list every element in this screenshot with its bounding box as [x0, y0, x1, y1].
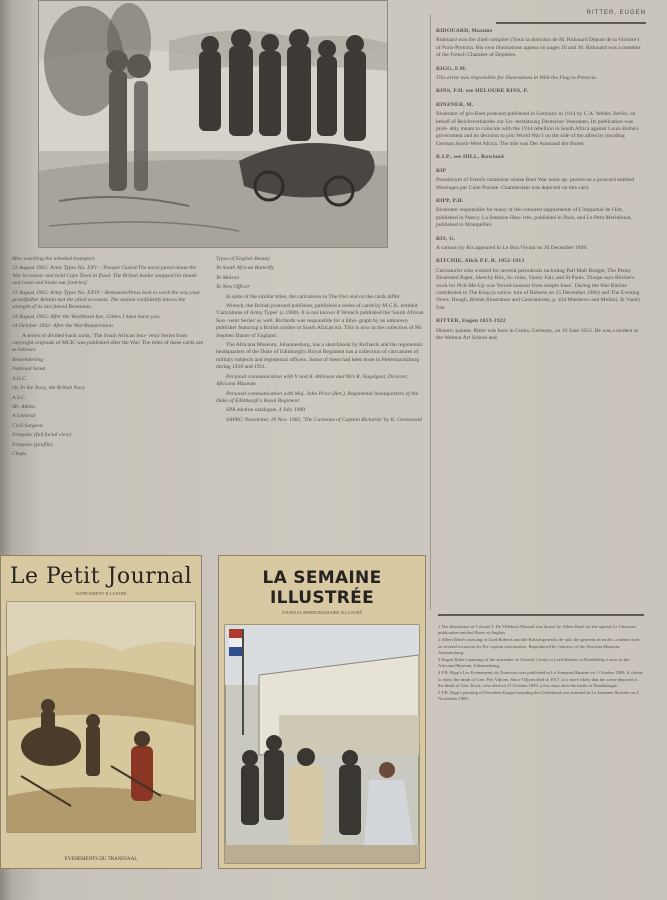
reference: Personal communication with Maj. John Price (Ret.), Regimental headquarters of the Duke of Edinburgh's Royal Regiment: [216, 390, 419, 404]
left-para: 21 August 1902: Army Types No. XXV – Trooper Guard/The morn pared about the War in cosmic and hold Cape Town in flood. The British leader snapped his thumb and came and broke out [entries]: [12, 265, 197, 287]
entry-body: Illustrator responsible for many of the coloured supplements of L'Impartial de l'Est, published in Nancy. La Semaine Illus- trée, published in Paris, and Le Petit Meridional, published in Montpellier.: [436, 207, 632, 229]
card-title: Irregular (full facial view): [12, 432, 71, 439]
entry-heading: RINS, P.H. see HELOURE RINS, P.: [436, 88, 529, 95]
footnote: 1 The illustration of Colonel J. De Villebois-Mareuil was drawn by Albert René for the special Le Charivari publication entitled Boers et Anglais.: [438, 624, 637, 636]
middle-text-column: [216, 256, 424, 426]
card-title: Ye New Officer: [216, 284, 250, 291]
left-text-column: [12, 256, 204, 460]
middle-para: In spite of the similar titles, the caricatures in The Owl and on the cards differ.: [226, 293, 401, 300]
footnotes: [438, 614, 644, 703]
card-title: Civil Surgeon: [12, 422, 43, 429]
entry-body: Ridouard was the chief compiler ('Sous la direction de M. Ridouard Dépost de la Victoire') of Paris-Pretoria. His own illustrations appear on pages 20 and 36. Ridouard was a member of the French Chamber of Deputies.: [436, 37, 641, 59]
entry-heading: RIP: [436, 167, 447, 174]
cover-subtitle: SUPPLEMENT ILLUSTRÉ: [75, 591, 127, 596]
reference: Personal communication with V and A. Atkinson and Mrs R. Nagelgast, Director, Africana Museum: [216, 373, 408, 388]
entry-heading: RIGG, F.M.: [436, 65, 467, 72]
entry-heading: RIDOUARD, Maxime: [436, 28, 493, 34]
reference: SAPRG Newsletter, 10 Nov. 1983, 'The Cartoons of Captain Richards' by K. Greenwald: [226, 416, 422, 423]
cover-subtitle: JOURNAL HEBDOMADAIRE ILLUSTRÉ: [281, 610, 363, 615]
cover-masthead: LA SEMAINE ILLUSTRÉE: [262, 568, 382, 608]
kruger-boarding-image: [219, 615, 425, 869]
semaine-illustree-cover: [218, 555, 426, 869]
footnote: 4 F.R. Ripp's Les Evénements du Transvaal was published in Le Semaine Illustrée on 1 October 1899. It claims to show the death of Gen. Piet Viljoen. Since Viljoen died in 1917, it is more likely that the scene depicted is the death of Gen. Kock, who died on 31 October 1899, a few days after the battle of Elandslaagte.: [438, 670, 643, 688]
column-rule: [430, 14, 431, 610]
entry-body: Caricaturist who worked for several periodicals including Pall Mall Budget, The Penny Illustrated Paper, Sketchy Bits, Ju- ridas, Vanity Fair, and St Pauls. Thorpe says Ritchie's work for Pick-Me-Up was 'forced humour from simple lines'. During the War Ritchie contributed to The King (a carica- ture of Roberts on 15 December 1900) and The Evening News. Hough, British Illustrators and Caricaturists, p. 434 Matthews and Mellini, In Vanity Fair: [436, 267, 641, 311]
entry-heading: RITCHIE, Alick P.F. R. 1852-1913: [436, 258, 525, 265]
left-para: A series of divided-back cards, 'The South African Sou- venir Series from copyright originals of MCK' was published after the War. The titles of these cards are as follows:: [12, 332, 203, 354]
card-title: Or, In the Navy, the British Navy: [12, 385, 86, 392]
card-title: A.S.C.: [12, 394, 27, 401]
entry-body: Pseudonym of French cartoonist whose Boer War work ap- peared on a postcard entitled Marriages par Carte Postale. Chamberlain was depicted on this card.: [436, 177, 635, 191]
left-para: 21 August 1902: Army Types No. XXVI – Remounts/Press look to work the way your grandfather Britain met the plied accounts. The station confidently knows the strength of its last famed Remounts.: [12, 289, 201, 311]
left-para: 14 October 1902: After the War/Repatriation: [12, 323, 113, 330]
card-title: Ye Matron: [216, 274, 240, 281]
reference: SPA auction catalogue, 4 July 1980: [226, 407, 306, 414]
card-title: National Scout: [12, 366, 46, 373]
cover-caption: ÉVÉNEMENTS DU TRANSVAAL: [64, 857, 138, 862]
card-title: Chaps: [12, 450, 27, 457]
entry-body: Illustrator of pro-Boer postcard published in Germany in 1914 by C.A. Weller, Berlin, on behalf of Reichsverbandes zur Un- terstützung Deutscher Veteranen. Its publication was prob- ably meant to coincide with the 1914 rebellion in South Africa against Louis Botha's government and its decision to join World War I on the side of the allies by invading German South-West Africa. The title was Der Ausstand der Buren.: [436, 111, 639, 147]
card-title: A General: [12, 413, 36, 420]
card-title: Irregular (profile): [12, 441, 53, 448]
running-head: RITTER, EUGEN: [496, 10, 646, 24]
middle-para: The Africana Museum, Johannesburg, has a sketchbook by Richards and the regimental headquarters of the Duke of Edinburgh's Royal Regiment has a collection of caricatures of military subjects and regimental officers. Some of these had been done in Pietermaritzburg during 1910 and 1911.: [216, 342, 423, 371]
cover-masthead: Le Petit Journal: [9, 564, 193, 589]
left-para: Men watching the wheeled transport.: [12, 256, 96, 262]
battle-scene-image: [1, 596, 201, 846]
petit-journal-cover: [0, 555, 202, 869]
entry-heading: R.I.P., see HILL, Rowland: [436, 154, 504, 161]
entry-body: A cartoon by Ris appeared in Le Bon Vivant on 30 December 1899.: [436, 244, 588, 251]
engraving-illustration: [38, 0, 388, 248]
card-title: Types of English Beauty: [216, 256, 270, 262]
entry-heading: RIPP, P.H.: [436, 197, 464, 204]
card-title: Ye South African Butterfly: [216, 265, 275, 272]
card-title: A D.C.: [12, 375, 28, 382]
middle-para: Wrench, the British postcard publisher, published a series of cards by M.C.K. entitled 'Caricatures of Army Types' (c.1900). It is not known if Wrench published the 'South African Sou- venir Series' as well. Richards was responsible for a litho- graph by an unknown publisher featuring a British soldier in South African kit. This is now in the collection of Mr Stephen Dance of England.: [216, 303, 424, 339]
footnote: 5 F.R. Ripp's painting of President Kruger boarding the Gelderland was featured in La Semaine Illustrée on 4 November 1900.: [438, 690, 639, 702]
card-title: Mr. Atkins: [12, 403, 35, 410]
entry-heading: RIS, G.: [436, 235, 456, 242]
surrender-scene-image: [39, 1, 387, 247]
entry-heading: RINZNER, M.: [436, 101, 474, 108]
entry-body: This artist was responsible for illustrations in With the Flag to Pretoria.: [436, 75, 598, 82]
entry-body: Historic painter. Ritter was born in Gotha, Germany, on 10 June 1853. He was a student at the Weimar Art School and: [436, 327, 638, 341]
left-para: 24 August 1902: After the Washhood bye, Gittles I must leave you.: [12, 313, 161, 320]
entry-heading: RITTER, Eugen 1853-1922: [436, 318, 506, 325]
card-title: Remembering: [12, 356, 44, 363]
right-text-column: [436, 22, 644, 344]
footnote: 3 Eugen Ritter's painting of the surrender of General Cronje to Lord Roberts at Paardeberg is now in the Africana Museum, Johannesburg.: [438, 657, 630, 669]
footnote: 2 Albert René's drawing of Lord Roberts and the British generals de- pict the generals as moles, a theme used on several occasions by Eu- ropean caricaturists. Reproduced by courtesy of the Africana Museum, Johannesburg.: [438, 637, 640, 655]
